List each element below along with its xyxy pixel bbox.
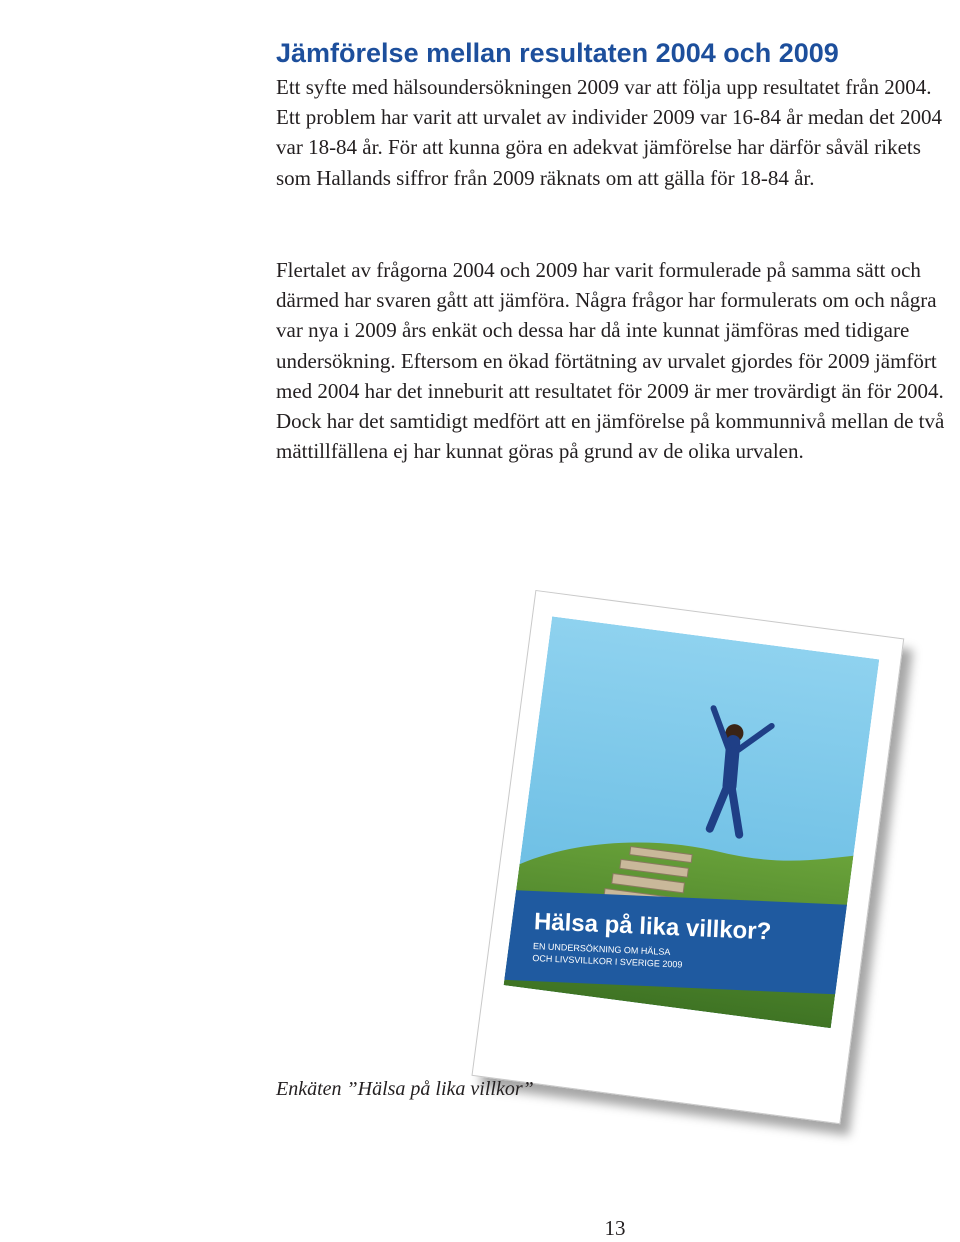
cover-subtitle-line2: OCH LIVSVILLKOR I SVERIGE 2009 bbox=[532, 953, 683, 970]
figure-caption: Enkäten ”Hälsa på lika villkor” bbox=[276, 1078, 534, 1100]
paragraph-intro: Ett syfte med hälsoundersökningen 2009 var att följa upp resultatet från 2004. Ett problem har varit att urvalet av individer 2009 var 16-84 år medan det 2004 var 18-84 år. För att kunna göra en adekvat jämförelse har därför såväl rikets som Hallands siffror från 2009 räknats om att gälla för 18-84 år. bbox=[276, 75, 942, 190]
section-heading: Jämförelse mellan resultaten 2004 och 2009 bbox=[276, 38, 839, 68]
paragraph-comparison: Flertalet av frågorna 2004 och 2009 har varit formulerade på samma sätt och därmed har svaren gått att jämföra. Några frågor har formulerats om och några var nya i 2009 års enkät och dessa har då inte kunnat jämföras med tidigare undersökning. Eftersom en ökad förtätning av urvalet gjordes för 2009 jämfört med 2004 har det inneburit att resultatet för 2009 är mer trovärdigt än för 2004. Dock har det samtidigt medfört att en jämförelse på kommunnivå mellan de två mättillfällena ej har kunnat göras på grund av de olika urvalen. bbox=[276, 258, 945, 464]
cover-illustration bbox=[504, 616, 880, 1028]
cover-subtitle-line1: EN UNDERSÖKNING OM HÄLSA bbox=[532, 941, 671, 958]
survey-cover-image bbox=[504, 616, 880, 1028]
survey-cover-figure bbox=[472, 590, 903, 1122]
cover-title: Hälsa på lika villkor? bbox=[533, 908, 772, 946]
page-number: 13 bbox=[604, 1216, 626, 1240]
